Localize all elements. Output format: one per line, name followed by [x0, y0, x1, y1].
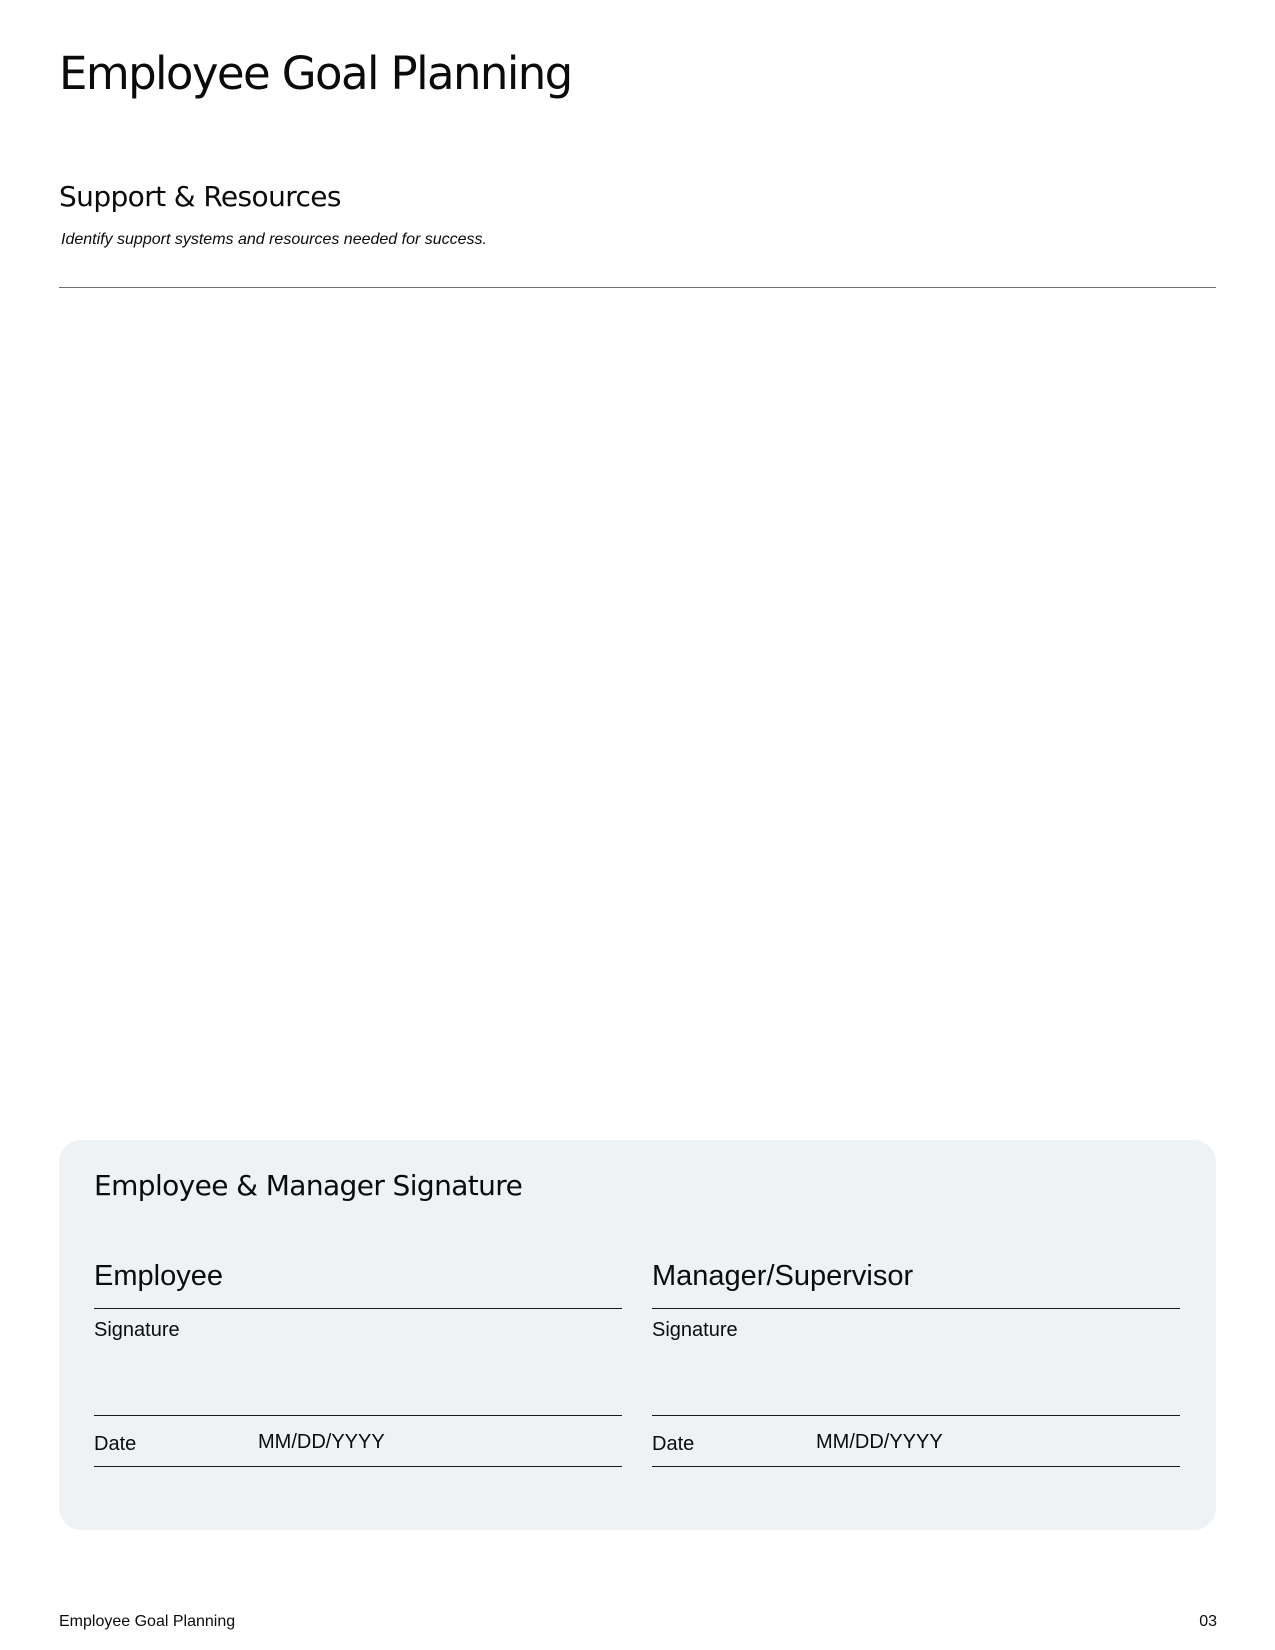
manager-signature-field[interactable]	[652, 1344, 1180, 1396]
footer-document-name: Employee Goal Planning	[59, 1613, 236, 1630]
employee-name-rule	[94, 1308, 622, 1309]
manager-signature-block	[652, 1258, 1180, 1498]
employee-date-field[interactable]: MM/DD/YYYY	[258, 1431, 385, 1453]
signature-card	[59, 1140, 1216, 1530]
employee-date-label: Date	[94, 1433, 137, 1455]
manager-signature-rule	[652, 1415, 1180, 1416]
manager-date-field[interactable]: MM/DD/YYYY	[816, 1431, 943, 1453]
page-title: Employee Goal Planning	[59, 47, 572, 100]
employee-signature-field[interactable]	[94, 1344, 622, 1396]
manager-role-label: Manager/Supervisor	[652, 1260, 914, 1292]
employee-signature-label: Signature	[94, 1319, 180, 1341]
manager-date-label: Date	[652, 1433, 695, 1455]
manager-date-rule	[652, 1466, 1180, 1467]
manager-name-rule	[652, 1308, 1180, 1309]
support-resources-entry-area[interactable]	[59, 292, 1216, 1122]
section-heading: Support & Resources	[59, 180, 341, 213]
signature-card-title: Employee & Manager Signature	[94, 1169, 523, 1202]
section-divider	[59, 287, 1216, 288]
manager-signature-label: Signature	[652, 1319, 738, 1341]
employee-date-rule	[94, 1466, 622, 1467]
footer-page-number: 03	[1199, 1613, 1217, 1630]
employee-signature-block	[94, 1258, 622, 1498]
employee-role-label: Employee	[94, 1260, 223, 1292]
section-subtitle: Identify support systems and resources needed for success.	[61, 231, 487, 248]
employee-signature-rule	[94, 1415, 622, 1416]
